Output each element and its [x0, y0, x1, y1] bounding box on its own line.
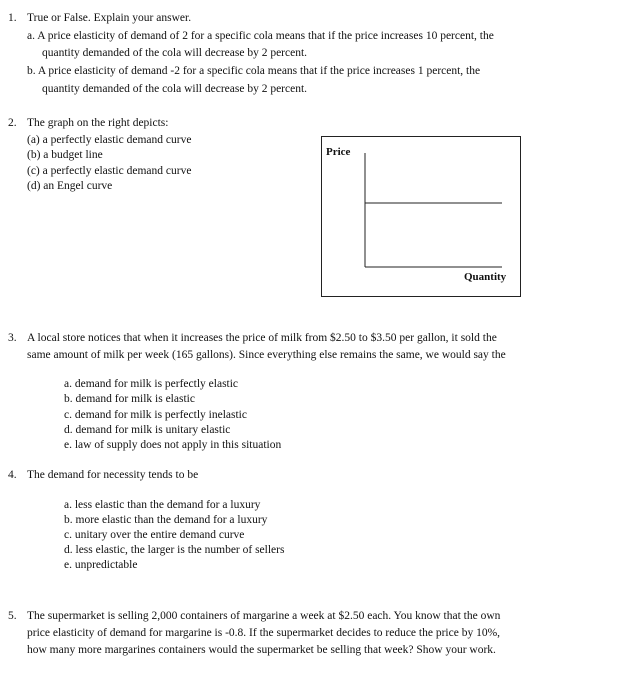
q1-number: 1.	[8, 12, 17, 24]
q5-line3: how many more margarines containers would the supermarket be selling that week? Show your work.	[27, 644, 496, 656]
q4-number: 4.	[8, 469, 17, 481]
q4-option-b: b. more elastic than the demand for a luxury	[64, 514, 268, 526]
q3-option-e: e. law of supply does not apply in this situation	[64, 439, 282, 451]
q3-number: 3.	[8, 332, 17, 344]
q4-option-c: c. unitary over the entire demand curve	[64, 529, 245, 541]
q1-text: True or False. Explain your answer.	[27, 12, 192, 24]
q3-option-a: a. demand for milk is perfectly elastic	[64, 378, 239, 390]
graph-y-label: Price	[326, 146, 351, 158]
q3-option-b: b. demand for milk is elastic	[64, 393, 195, 405]
q2-number: 2.	[8, 117, 17, 129]
q2-text: The graph on the right depicts:	[27, 117, 169, 129]
q2-option-c: (c) a perfectly elastic demand curve	[27, 165, 192, 177]
q2-graph	[321, 136, 521, 297]
q5-number: 5.	[8, 610, 17, 622]
q5-line1: The supermarket is selling 2,000 containers of margarine a week at $2.50 each. You know that the own	[27, 610, 501, 622]
q2-option-a: (a) a perfectly elastic demand curve	[27, 134, 192, 146]
q4-text: The demand for necessity tends to be	[27, 469, 199, 481]
q1-option-b-line1: b. A price elasticity of demand -2 for a specific cola means that if the price increases 1 percent, the	[27, 65, 481, 77]
q1-option-b-line2: quantity demanded of the cola will decrease by 2 percent.	[42, 83, 308, 95]
graph-x-label: Quantity	[464, 271, 507, 283]
graph-plot	[322, 137, 520, 296]
q3-line2: same amount of milk per week (165 gallons). Since everything else remains the same, we would say the	[27, 349, 506, 361]
q4-option-a: a. less elastic than the demand for a luxury	[64, 499, 261, 511]
q3-line1: A local store notices that when it increases the price of milk from $2.50 to $3.50 per gallon, it sold the	[27, 332, 497, 344]
q1-option-a-line2: quantity demanded of the cola will decrease by 2 percent.	[42, 47, 308, 59]
q3-option-d: d. demand for milk is unitary elastic	[64, 424, 231, 436]
q3-option-c: c. demand for milk is perfectly inelastic	[64, 409, 247, 421]
q5-line2: price elasticity of demand for margarine is -0.8. If the supermarket decides to reduce the price by 10%,	[27, 627, 501, 639]
q1-option-a-line1: a. A price elasticity of demand of 2 for a specific cola means that if the price increases 10 percent, the	[27, 30, 494, 42]
q2-option-d: (d) an Engel curve	[27, 180, 113, 192]
q4-option-e: e. unpredictable	[64, 559, 138, 571]
q2-option-b: (b) a budget line	[27, 149, 103, 161]
q4-option-d: d. less elastic, the larger is the number of sellers	[64, 544, 285, 556]
